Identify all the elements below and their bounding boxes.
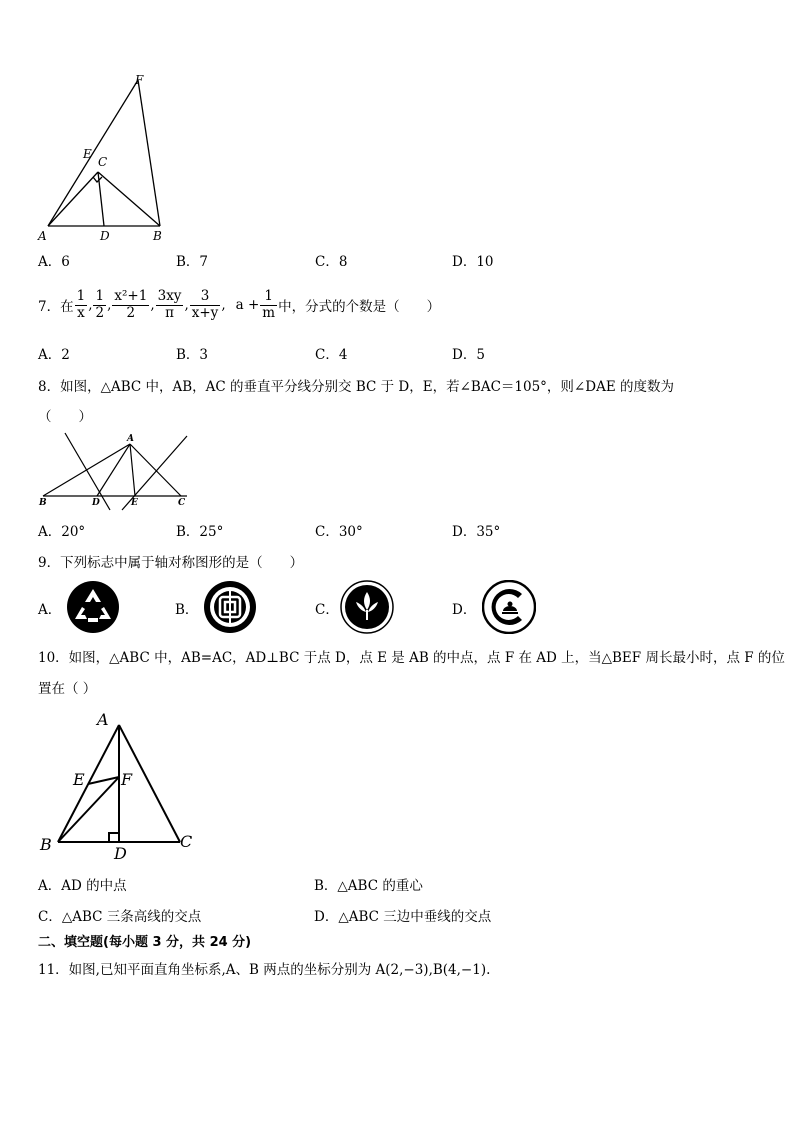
q8-stem-line1: 8．如图，△ABC 中，AB，AC 的垂直平分线分别交 BC 于 D，E，若∠BAC＝105°，则∠DAE 的度数为 [38, 379, 674, 395]
q9-stem: 9．下列标志中属于轴对称图形的是（ ） [38, 555, 304, 571]
q8-option-c: C．30° [315, 524, 363, 540]
q7-number: 7．在 [38, 299, 74, 315]
q6-figure [30, 70, 180, 245]
fraction-1-over-x: $\frac{1}{x}$ [76, 287, 86, 321]
q10-label-d: D [114, 844, 127, 860]
q10-label-a: A [97, 710, 109, 729]
q8-label-b: B [39, 498, 47, 508]
q7-option-d: D．5 [452, 347, 485, 363]
bank-logo-icon [203, 580, 257, 634]
recycle-logo-icon [66, 580, 120, 634]
q7-a-plus: a + [235, 297, 260, 313]
leaf-emblem-icon [340, 580, 394, 634]
fraction-3xy-over-pi: $\frac{3xy}{\pi}$ [157, 287, 182, 321]
q10-stem-line1: 10．如图，△ABC 中，AB=AC，AD⊥BC 于点 D，点 E 是 AB 的中点，点 F 在 AD 上，当△BEF 周长最小时，点 F 的位 [38, 650, 785, 666]
q6-label-f: F [135, 73, 144, 87]
q10-option-c: C．△ABC 三条高线的交点 [38, 909, 202, 925]
q10-label-f: F [121, 770, 133, 789]
q7-tail: 中，分式的个数是（ ） [278, 299, 441, 315]
q8-label-e: E [131, 498, 138, 508]
q7-option-b: B．3 [176, 347, 209, 363]
q10-label-c: C [180, 832, 193, 851]
q9-option-c-label: C． [315, 602, 339, 618]
q10-option-b: B．△ABC 的重心 [314, 878, 423, 894]
q6-option-d: D．10 [452, 254, 494, 270]
q9-option-b-label: B． [175, 602, 199, 618]
section-heading-fill-in: 二、填空题(每小题 3 分，共 24 分) [38, 935, 252, 950]
q10-label-b: B [40, 835, 52, 854]
fraction-3-over-xplusy: $\frac{3}{x+y}$ [191, 287, 219, 321]
q6-label-c: C [98, 155, 108, 169]
q10-label-e: E [73, 770, 85, 789]
q6-label-b: B [153, 229, 162, 243]
q10-stem-line2: 置在（ ） [38, 681, 97, 697]
q11-stem: 11．如图,已知平面直角坐标系,A、B 两点的坐标分别为 A(2,−3),B(4,−1). [38, 962, 491, 978]
q8-label-a: A [127, 434, 134, 444]
q8-figure [35, 430, 195, 512]
q6-option-a: A．6 [38, 254, 70, 270]
q6-option-b: B．7 [176, 254, 209, 270]
q8-label-d: D [92, 498, 100, 508]
q9-option-a-label: A． [38, 602, 62, 618]
q9-option-d-label: D． [452, 602, 477, 618]
q10-option-d: D．△ABC 三边中垂线的交点 [314, 909, 492, 925]
q7-option-c: C．4 [315, 347, 348, 363]
q8-option-a: A．20° [38, 524, 86, 540]
q8-option-b: B．25° [176, 524, 224, 540]
q8-label-c: C [178, 498, 186, 508]
q6-label-e: E [83, 147, 92, 161]
fraction-x2plus1-over-2: $\frac{\text{x²+1}}{2}$ [114, 287, 148, 321]
q6-label-a: A [38, 229, 47, 243]
q8-stem-line2: （ ） [38, 409, 92, 425]
q7-stem: 7．在 $\frac{1}{x}$ , $\frac{1}{2}$ , $\frac{\text{x²+1}}{2}$ , $\frac{3xy}{\pi}$ , $\frac{3}{x+y}$ , a + $\frac{1}{m}$ 中，分式的个数是（ ） [38, 287, 441, 321]
fraction-1-over-m: $\frac{1}{m}$ [262, 287, 276, 321]
q6-label-d: D [100, 229, 110, 243]
fraction-1-over-2: $\frac{1}{2}$ [95, 287, 105, 321]
q10-option-a: A．AD 的中点 [38, 878, 127, 894]
q10-figure [35, 705, 200, 860]
q7-option-a: A．2 [38, 347, 70, 363]
q6-option-c: C．8 [315, 254, 348, 270]
c-emblem-icon [482, 580, 536, 634]
q8-option-d: D．35° [452, 524, 501, 540]
